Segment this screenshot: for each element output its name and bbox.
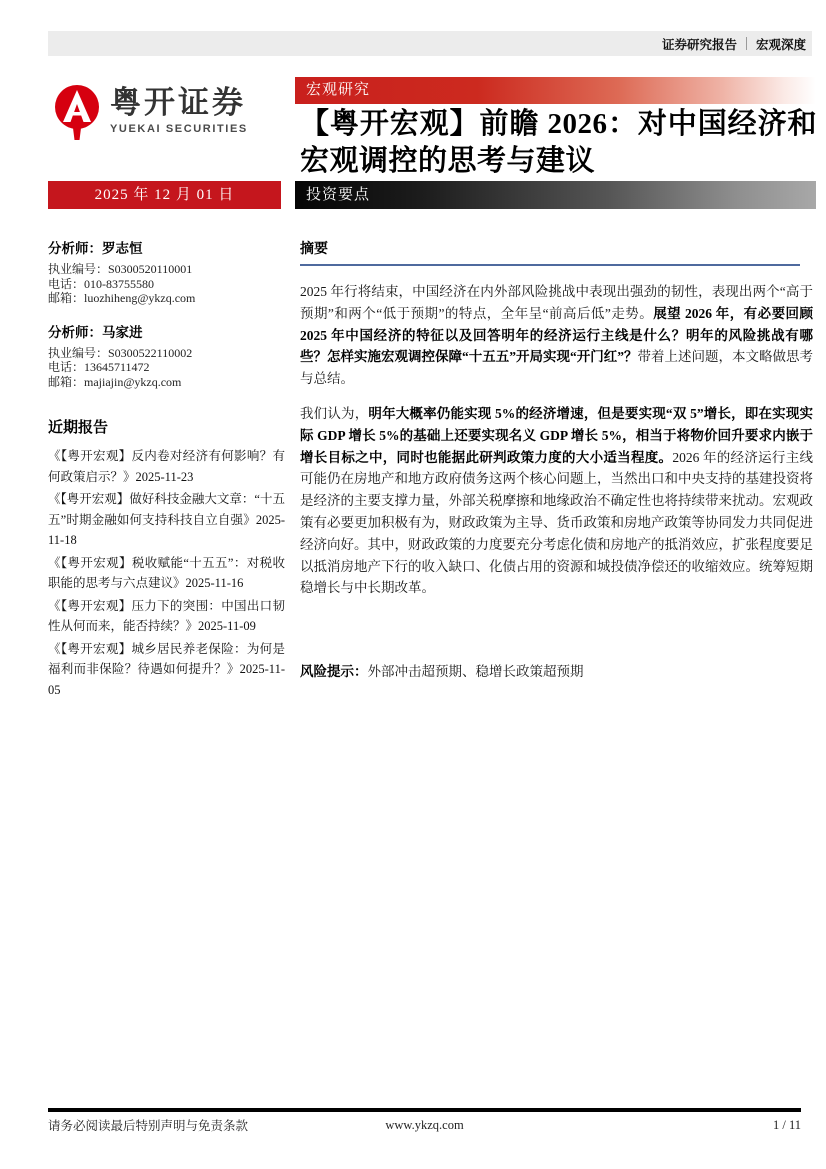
top-strip (48, 31, 812, 56)
abstract-heading: 摘要 (300, 238, 800, 266)
brand-name-cn: 粤开证券 (110, 85, 246, 120)
footer-url: www.ykzq.com (385, 1117, 464, 1132)
analyst-block (48, 321, 285, 390)
highlights-banner: 投资要点 (295, 181, 816, 209)
abstract-paragraph-2 (300, 403, 813, 599)
brand-name-en: YUEKAI SECURITIES (110, 123, 248, 135)
report-title: 【粤开宏观】前瞻 2026：对中国经济和宏观调控的思考与建议 (300, 108, 817, 177)
sidebar-column (48, 237, 285, 702)
analyst-cert: 执业编号：S0300522110002 (48, 345, 193, 360)
footer-page-number: 1 / 11 (772, 1117, 801, 1132)
risk-note (300, 661, 813, 683)
yuekai-logo-icon (54, 84, 100, 140)
footer-disclaimer: 请务必阅读最后特别声明与免责条款 (48, 1119, 249, 1133)
abstract-p1-normal: 2025 年行将结束，中国经济在内外部风险挑战中表现出强劲的韧性，表现出两个“高于预期”和两个“低于预期”的特点，全年呈“前高后低”走势。 (300, 284, 813, 321)
risk-label: 风险提示： (300, 664, 368, 680)
abstract-column (300, 238, 813, 683)
abstract-p2-rest: 2026 年的经济运行主线可能仍在房地产和地方政府债务这两个核心问题上，当然出口和中央支持的基建投资将是经济的主要支撑力量，外部关税摩擦和地缘政治不确定性也将持续带来扰动。宏观政策有必要更加积极有为，财政政策为主导、货币政策和房地产政策等协同发力共同促进经济向好。其中，财政政策的力度要充分考虑化债和房地产的抵消效应，扩张程度要足以抵消房地产下行的收入缺口、化债占用的资源和城投债净偿还的收缩效应。统筹短期稳增长与中长期改革。 (300, 449, 814, 596)
brand-logo (54, 84, 248, 140)
report-depth-label: 宏观深度 (755, 37, 806, 52)
analyst-phone: 电话：13645711472 (48, 360, 150, 374)
report-list-item: 《【粤开宏观】做好科技金融大文章：“十五五”时期金融如何支持科技自立自强》2025-11-18 (48, 492, 285, 547)
recent-reports-heading: 近期报告 (48, 420, 109, 436)
risk-text: 外部冲击超预期、稳增长政策超预期 (367, 664, 584, 680)
abstract-p2-lead: 我们认为， (300, 405, 369, 421)
brand-names (110, 84, 248, 135)
analyst-name: 分析师：罗志恒 (48, 241, 143, 256)
footer (48, 1116, 801, 1134)
analyst-block (48, 237, 285, 306)
abstract-p1-tail: 带着上述问题，本文略做思考与总结。 (300, 349, 813, 387)
analyst-name: 分析师：马家进 (48, 324, 143, 340)
report-date-badge: 2025 年 12 月 01 日 (48, 181, 281, 209)
report-type-label: 证券研究报告 (661, 37, 737, 52)
abstract-paragraph-1 (300, 281, 813, 390)
footer-divider (48, 1108, 801, 1112)
report-list-item: 《【粤开宏观】压力下的突围：中国出口韧性从何而来，能否持续？》2025-11-09 (48, 598, 285, 633)
abstract-p2-bold: 明年大概率仍能实现 5%的经济增速，但是要实现“双 5”增长，即在实现实际 GDP 增长 5%的基础上还要实现名义 GDP 增长 5%，相当于将物价回升要求内嵌于增长目标之中，同时也能据此研判政策力度的大小适当程度。 (300, 405, 814, 465)
report-list-item: 《【粤开宏观】城乡居民养老保险：为何是福利而非保险？待遇如何提升？》2025-11-05 (48, 641, 285, 697)
report-list-item: 《【粤开宏观】反内卷对经济有何影响？有何政策启示？》2025-11-23 (48, 449, 285, 484)
analyst-cert: 执业编号：S0300520110001 (48, 262, 193, 276)
top-strip-divider (746, 37, 747, 50)
analyst-phone: 电话：010-83755580 (48, 276, 154, 291)
analyst-email: 邮箱：majiajin@ykzq.com (48, 374, 182, 389)
report-list-item: 《【粤开宏观】税收赋能“十五五”：对税收职能的思考与六点建议》2025-11-16 (48, 555, 285, 590)
category-banner: 宏观研究 (295, 77, 816, 104)
abstract-p1-bold: 展望 2026 年，有必要回顾 2025 年中国经济的特征以及回答明年的经济运行主线是什么？明年的风险挑战有哪些？怎样实施宏观调控保障“十五五”开局实现“开门红”？ (300, 305, 814, 365)
analyst-email: 邮箱：luozhiheng@ykzq.com (48, 291, 196, 305)
